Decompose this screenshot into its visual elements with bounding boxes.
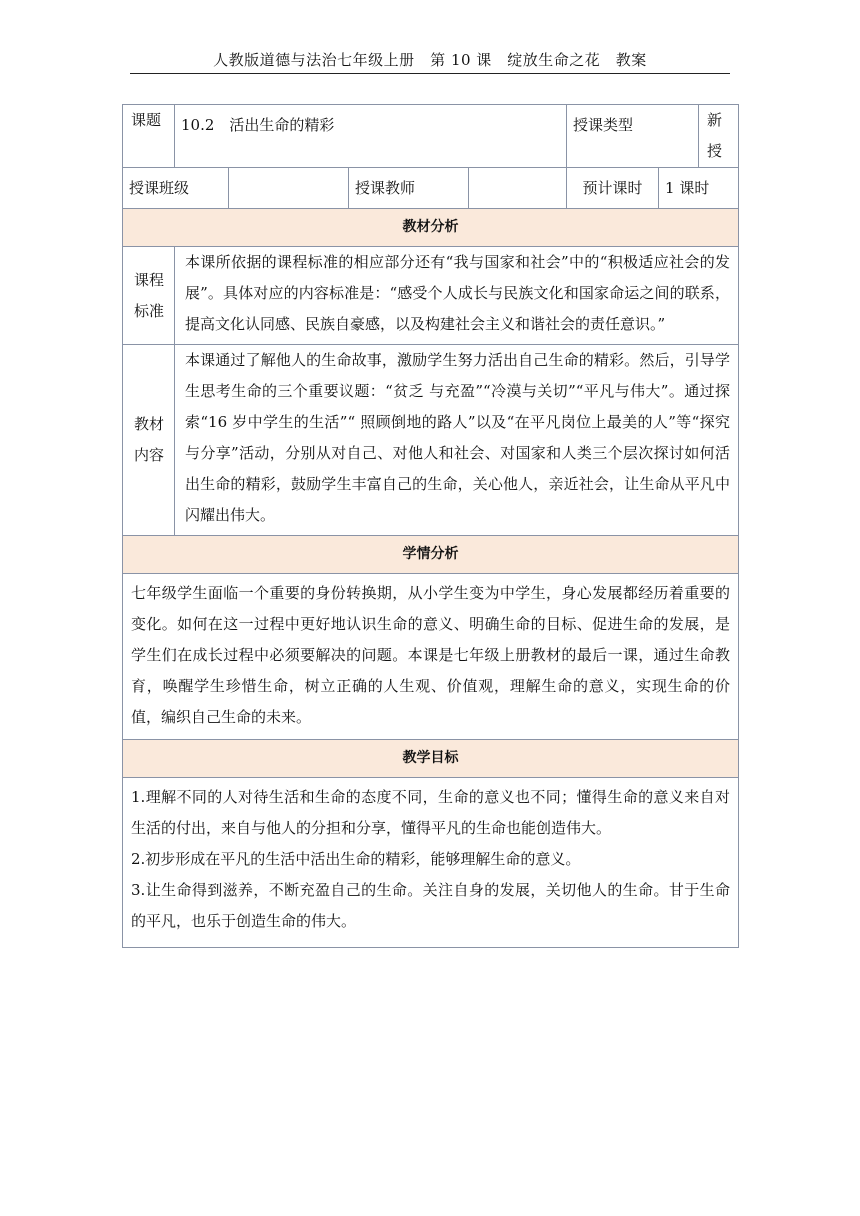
course-standard-row: [123, 247, 739, 345]
header-divider: [130, 73, 730, 74]
topic-row: [123, 105, 739, 168]
topic-label: 课题: [123, 105, 175, 168]
goal-item: 3.让生命得到滋养，不断充盈自己的生命。关注自身的发展，关切他人的生命。甘于生命的平凡，也乐于创造生命的伟大。: [131, 881, 731, 930]
teaching-goals-heading: 教学目标: [123, 740, 739, 778]
topic-value: 10.2 活出生命的精彩: [175, 105, 567, 168]
page-header-title: 人教版道德与法治七年级上册 第 10 课 绽放生命之花 教案: [213, 51, 647, 69]
class-row: [123, 168, 739, 209]
course-standard-label: [123, 247, 175, 345]
lesson-type-value: 新授: [699, 105, 739, 168]
material-content-label-text: 教材内容: [133, 415, 164, 464]
teacher-label: 授课教师: [349, 168, 469, 209]
student-analysis-heading-row: [123, 536, 739, 574]
course-standard-paragraph: 本课所依据的课程标准的相应部分还有“我与国家和社会”中的“积极适应社会的发展”。具体对应的内容标准是：“感受个人成长与民族文化和国家命运之间的联系，提高文化认同感、民族自豪感，以及构建社会主义和谐社会的责任意识。”: [185, 253, 731, 333]
lesson-plan-table: [122, 104, 739, 948]
teaching-goals-cell: [123, 778, 739, 948]
student-analysis-cell: [123, 574, 739, 740]
course-standard-text: [175, 247, 739, 345]
student-analysis-row: [123, 574, 739, 740]
class-value: [229, 168, 349, 209]
class-label: 授课班级: [123, 168, 229, 209]
student-analysis-paragraph: 七年级学生面临一个重要的身份转换期，从小学生变为中学生，身心发展都经历着重要的变化。如何在这一过程中更好地认识生命的意义、明确生命的目标、促进生命的发展，是学生们在成长过程中必须要解决的问题。本课是七年级上册教材的最后一课，通过生命教育，唤醒学生珍惜生命，树立正确的人生观、价值观，理解生命的意义，实现生命的价值，编织自己生命的未来。: [131, 584, 731, 726]
material-content-paragraph: 本课通过了解他人的生命故事，激励学生努力活出自己生命的精彩。然后，引导学生思考生命的三个重要议题：“贫乏 与充盈”“冷漠与关切”“平凡与伟大”。通过探索“16 岁中学生的生活”“ 照顾倒地的路人”以及“在平凡岗位上最美的人”等“探究与分享”活动，分别从对自己、对他人和社会、对国家和人类三个层次探讨如何活出生命的精彩，鼓励学生丰富自己的生命，关心他人，亲近社会，让生命从平凡中闪耀出伟大。: [185, 351, 731, 524]
hours-value: 1 课时: [659, 168, 739, 209]
teaching-goals-heading-row: [123, 740, 739, 778]
material-content-text: [175, 345, 739, 536]
hours-label: 预计课时: [567, 168, 659, 209]
lesson-type-label: 授课类型: [567, 105, 699, 168]
material-content-row: [123, 345, 739, 536]
goal-item: 1.理解不同的人对待生活和生命的态度不同，生命的意义也不同；懂得生命的意义来自对生活的付出，来自与他人的分担和分享，懂得平凡的生命也能创造伟大。: [131, 788, 731, 837]
material-analysis-heading: 教材分析: [123, 209, 739, 247]
teacher-value: [469, 168, 567, 209]
material-analysis-heading-row: [123, 209, 739, 247]
material-content-label: [123, 345, 175, 536]
teaching-goals-row: [123, 778, 739, 948]
student-analysis-heading: 学情分析: [123, 536, 739, 574]
goal-item: 2.初步形成在平凡的生活中活出生命的精彩，能够理解生命的意义。: [131, 850, 581, 868]
course-standard-label-text: 课程标准: [133, 270, 164, 320]
